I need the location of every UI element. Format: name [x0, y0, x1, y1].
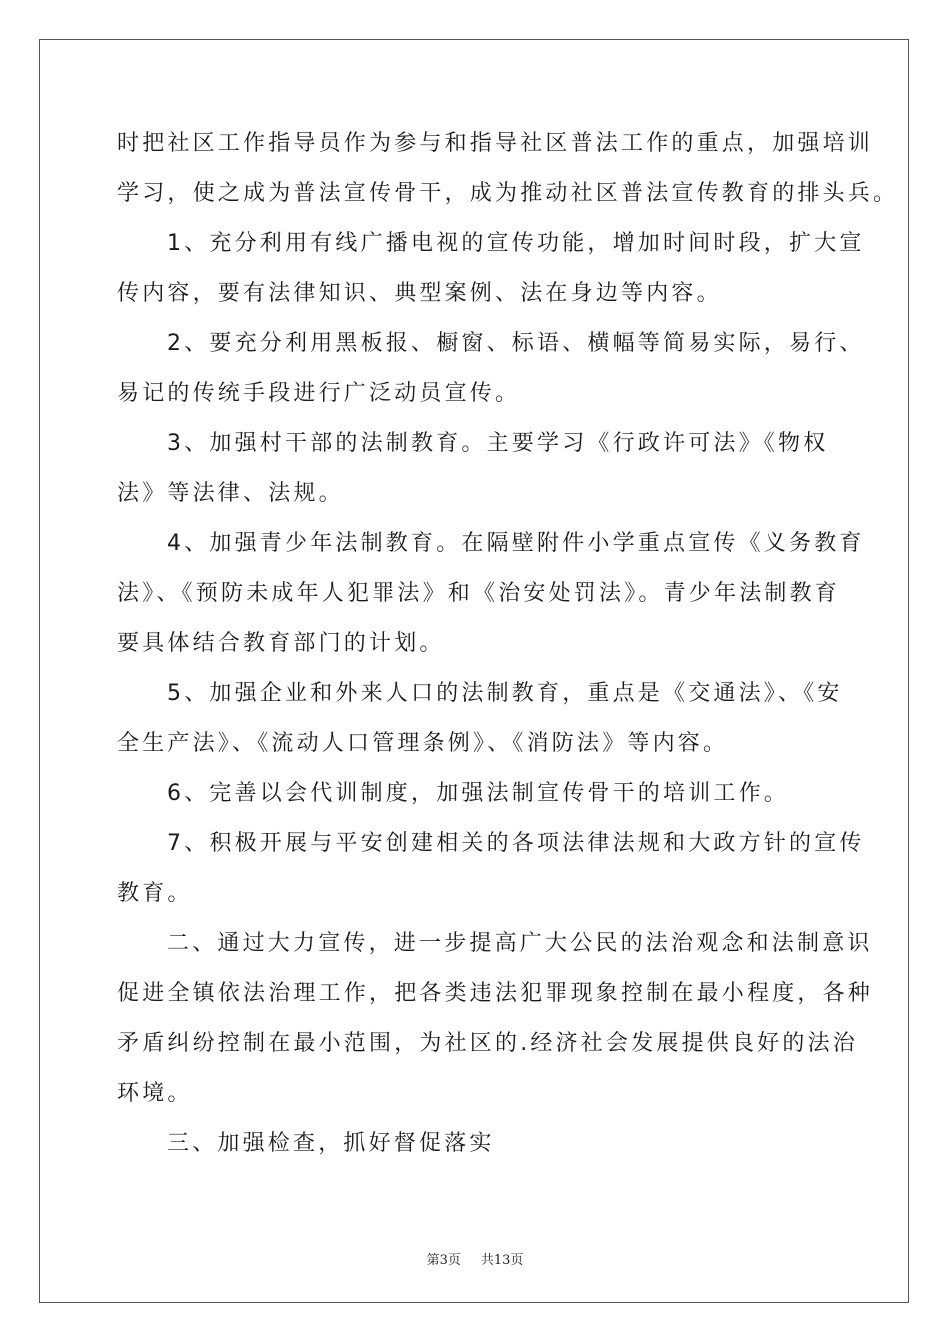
text-line: 法》、《预防未成年人犯罪法》和《治安处罚法》。青少年法制教育	[117, 581, 841, 606]
text-line: 5、加强企业和外来人口的法制教育，重点是《交通法》、《安	[167, 681, 843, 706]
text-line: 要具体结合教育部门的计划。	[117, 631, 445, 656]
text-line: 三、加强检查，抓好督促落实	[167, 1131, 495, 1156]
page-footer	[0, 1249, 950, 1268]
text-line: 二、通过大力宣传，进一步提高广大公民的法治观念和法制意识	[167, 931, 873, 956]
text-line: 传内容，要有法律知识、典型案例、法在身边等内容。	[117, 281, 722, 306]
text-line: 3、加强村干部的法制教育。主要学习《行政许可法》《物权	[167, 431, 829, 456]
text-line: 学习，使之成为普法宣传骨干，成为推动社区普法宣传教育的排头兵。	[117, 181, 899, 206]
text-line: 1、充分利用有线广播电视的宣传功能，增加时间时段，扩大宣	[167, 231, 865, 256]
text-line: 4、加强青少年法制教育。在隔壁附件小学重点宣传《义务教育	[167, 531, 865, 556]
text-line: 教育。	[117, 881, 193, 906]
text-line: 易记的传统手段进行广泛动员宣传。	[117, 381, 521, 406]
text-line: 7、积极开展与平安创建相关的各项法律法规和大政方针的宣传	[167, 831, 865, 856]
text-line: 时把社区工作指导员作为参与和指导社区普法工作的重点，加强培训	[117, 131, 874, 156]
current-page-number: 第3页	[426, 1253, 461, 1268]
text-line: 促进全镇依法治理工作，把各类违法犯罪现象控制在最小程度，各种	[117, 981, 874, 1006]
total-page-count: 共13页	[480, 1253, 524, 1268]
text-line: 2、要充分利用黑板报、橱窗、标语、横幅等简易实际，易行、	[167, 331, 865, 356]
text-line: 环境。	[117, 1081, 193, 1106]
text-line: 6、完善以会代训制度，加强法制宣传骨干的培训工作。	[167, 781, 789, 806]
text-line: 法》等法律、法规。	[117, 481, 344, 506]
text-line: 矛盾纠纷控制在最小范围，为社区的.经济社会发展提供良好的法治	[117, 1031, 858, 1056]
text-line: 全生产法》、《流动人口管理条例》、《消防法》等内容。	[117, 731, 729, 756]
